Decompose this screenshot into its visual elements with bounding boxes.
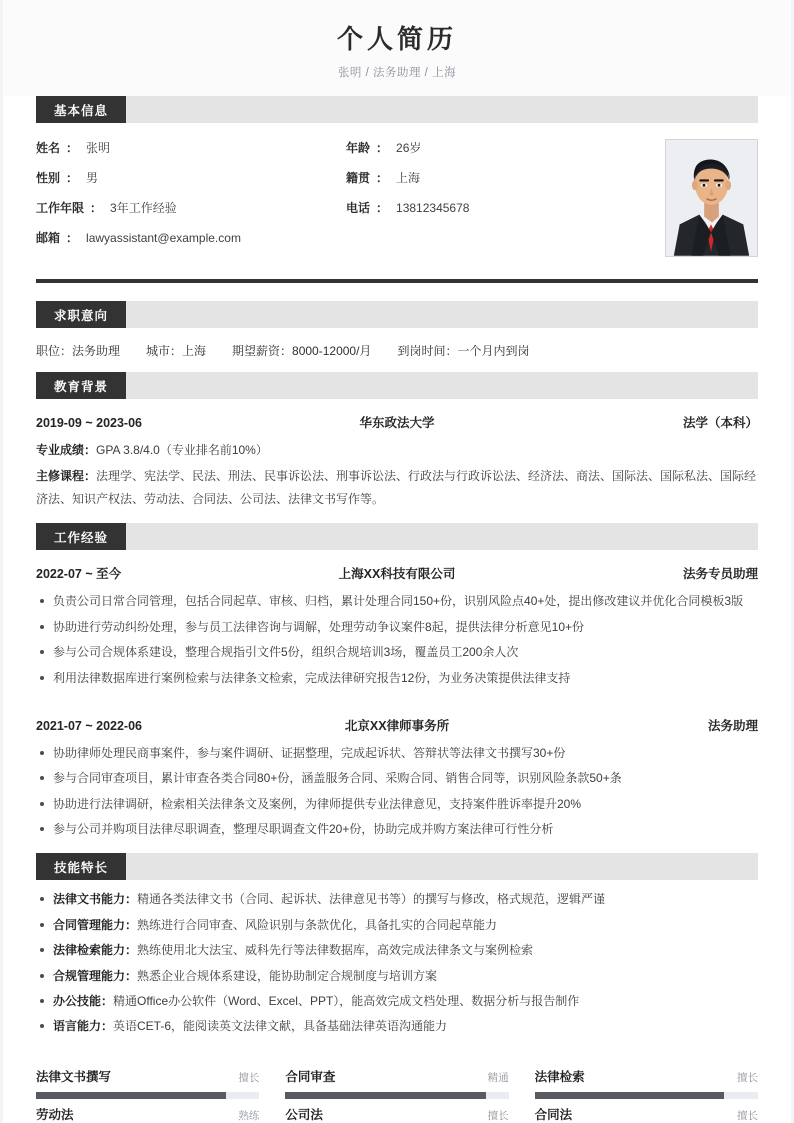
education-period: 2019-09 ~ 2023-06: [36, 416, 142, 431]
work-entry-header: [36, 550, 758, 590]
list-item: 利用法律数据库进行案例检索与法律条文检索，完成法律研究报告12份，为业务决策提供法律支持: [36, 667, 758, 690]
skill-bar-grid: [3, 1051, 791, 1123]
skill-bar-item: [535, 1061, 758, 1099]
skill-bar-item: [36, 1099, 259, 1123]
field-name-label: 姓名: [36, 141, 61, 156]
list-item: [36, 888, 758, 911]
work-period: 2021-07 ~ 2022-06: [36, 718, 142, 733]
work-period: 2022-07 ~ 至今: [36, 567, 122, 582]
skill-desc: 英语CET-6，能阅读英文法律文献，具备基础法律英语沟通能力: [113, 1019, 448, 1034]
field-gender: [36, 169, 346, 199]
list-item: 协助进行法律调研，检索相关法律条文及案例，为律师提供专业法律意见，支持案件胜诉率提升20%: [36, 793, 758, 816]
education-gpa: [36, 439, 758, 464]
list-item: 参与公司并购项目法律尽职调查，整理尽职调查文件20+份，协助完成并购方案法律可行性分析: [36, 818, 758, 841]
education-courses-value: 法理学、宪法学、民法、刑法、民事诉讼法、刑事诉讼法、行政法与行政诉讼法、经济法、商法、国际法、国际私法、国际经济法、知识产权法、劳动法、合同法、公司法、法律文书写作等。: [36, 468, 757, 506]
work-bullet-list: [36, 590, 758, 702]
education-school: 华东政法大学: [359, 416, 435, 431]
page-title: 个人简历: [336, 24, 457, 54]
work-block: [3, 550, 791, 853]
skill-bar-level: 熟练: [238, 1109, 260, 1122]
skill-desc: 熟练进行合同审查、风险识别与条款优化，具备扎实的合同起草能力: [137, 917, 498, 932]
colon: ：: [66, 171, 79, 186]
section-divider: [36, 279, 758, 283]
skill-bar-fill: [36, 1092, 226, 1099]
section-tab-label: 工作经验: [36, 523, 126, 550]
skill-bar-level: 擅长: [487, 1109, 509, 1122]
work-bullet-list: [36, 742, 758, 854]
skill-bar-name: 合同审查: [285, 1069, 336, 1084]
field-email: [36, 229, 655, 259]
section-tab-label: 教育背景: [36, 372, 126, 399]
field-name: [36, 139, 346, 169]
colon: ：: [376, 201, 389, 216]
field-email-value: lawyassistant@example.com: [86, 231, 241, 246]
skill-bar-name: 法律文书撰写: [36, 1069, 112, 1084]
education-block: [3, 399, 791, 523]
list-item: 协助律师处理民商事案件，参与案件调研、证据整理，完成起诉状、答辩状等法律文书撰写30+份: [36, 742, 758, 765]
skill-title: 法律文书能力：: [53, 892, 138, 907]
skill-title: 合规管理能力：: [53, 968, 138, 983]
field-work-years-value: 3年工作经验: [110, 201, 177, 216]
job-intention-row: [3, 328, 791, 372]
colon: ：: [376, 141, 389, 156]
field-gender-label: 性别: [36, 171, 61, 186]
skill-bar-header: [36, 1067, 259, 1085]
skills-block: [3, 880, 791, 1050]
skill-desc: 精通各类法律文书（合同、起诉状、法律意见书等）的撰写与修改，格式规范，逻辑严谨: [137, 892, 606, 907]
skill-title: 办公技能：: [53, 994, 114, 1009]
resume-header: [3, 0, 791, 96]
skill-bar-header: [36, 1105, 259, 1123]
section-header-education: [36, 372, 758, 399]
list-item: [36, 990, 758, 1013]
skill-title: 合同管理能力：: [53, 917, 138, 932]
list-item: [36, 914, 758, 937]
field-phone: [346, 199, 655, 229]
skill-bar-item: [535, 1099, 758, 1123]
skills-bullet-list: [36, 880, 758, 1050]
skill-title: 法律检索能力：: [53, 943, 138, 958]
skill-desc: 熟练使用北大法宝、威科先行等法律数据库，高效完成法律条文与案例检索: [137, 943, 534, 958]
avatar: [665, 139, 758, 257]
skill-bar-level: 擅长: [238, 1071, 260, 1084]
field-age-value: 26岁: [396, 141, 422, 156]
section-tab-label: 求职意向: [36, 301, 126, 328]
education-courses: [36, 465, 758, 524]
skill-title: 语言能力：: [53, 1019, 114, 1034]
skill-desc: 熟悉企业合规体系建设，能协助制定合规制度与培训方案: [137, 968, 438, 983]
intention-city: 城市：上海: [146, 344, 207, 359]
field-work-years: [36, 199, 346, 229]
skill-bar-header: [535, 1067, 758, 1085]
list-item: [36, 939, 758, 962]
field-phone-label: 电话: [346, 201, 371, 216]
field-phone-value: 13812345678: [396, 201, 470, 216]
education-gpa-value: GPA 3.8/4.0（专业排名前10%）: [96, 443, 268, 458]
colon: ：: [66, 141, 79, 156]
skill-bar-name: 法律检索: [534, 1069, 585, 1084]
section-tab-label: 基本信息: [36, 96, 126, 123]
field-origin: [346, 169, 655, 199]
section-header-work: [36, 523, 758, 550]
field-work-years-label: 工作年限: [36, 201, 85, 216]
header-subtitle: 张明 / 法务助理 / 上海: [337, 67, 457, 80]
list-item: 负责公司日常合同管理，包括合同起草、审核、归档，累计处理合同150+份，识别风险点40+处，提出修改建议并优化合同模板3版: [36, 590, 758, 613]
field-email-label: 邮箱: [36, 231, 61, 246]
field-origin-value: 上海: [396, 171, 421, 186]
skill-desc: 精通Office办公软件（Word、Excel、PPT），能高效完成文档处理、数据分析与报告制作: [113, 994, 580, 1009]
intention-availability: 到岗时间：一个月内到岗: [397, 344, 530, 359]
education-gpa-label: 专业成绩：: [36, 443, 97, 458]
colon: ：: [90, 201, 103, 216]
skill-bar-name: 合同法: [534, 1107, 573, 1122]
education-major: 法学（本科）: [682, 416, 758, 431]
field-origin-label: 籍贯: [346, 171, 371, 186]
skill-bar-header: [285, 1105, 508, 1123]
portrait-photo-icon: [666, 140, 757, 256]
section-header-intention: [36, 301, 758, 328]
work-company: 上海XX科技有限公司: [338, 567, 456, 582]
work-entry: [36, 550, 758, 702]
skill-bar-name: 公司法: [285, 1107, 323, 1122]
colon: ：: [66, 231, 79, 246]
list-item: 参与合同审查项目，累计审查各类合同80+份，涵盖服务合同、采购合同、销售合同等，识别风险条款50+条: [36, 767, 758, 790]
work-company: 北京XX律师事务所: [344, 718, 450, 733]
basic-info-grid: [36, 139, 655, 259]
skill-bar-fill: [535, 1092, 725, 1099]
skill-bar-header: [535, 1105, 758, 1123]
work-entry-header: [36, 702, 758, 742]
skill-bar-level: 擅长: [736, 1109, 758, 1122]
list-item: [36, 965, 758, 988]
basic-info-block: [3, 123, 791, 259]
work-entry: [36, 702, 758, 854]
intention-salary: 期望薪资：8000-12000/月: [232, 344, 372, 359]
work-role: 法务专员助理: [682, 567, 758, 582]
field-gender-value: 男: [86, 171, 99, 186]
intention-position: 职位：法务助理: [36, 344, 121, 359]
skill-bar-level: 精通: [487, 1071, 509, 1084]
field-name-value: 张明: [86, 141, 111, 156]
field-age-label: 年龄: [346, 141, 371, 156]
education-row: [36, 399, 758, 439]
skill-bar-track: [285, 1092, 508, 1099]
list-item: [36, 1015, 758, 1038]
colon: ：: [376, 171, 389, 186]
section-header-skills: [36, 853, 758, 880]
skill-bar-level: 擅长: [736, 1071, 758, 1084]
section-header-basic: [36, 96, 758, 123]
work-role: 法务助理: [707, 718, 758, 733]
skill-bar-item: [36, 1061, 259, 1099]
education-courses-label: 主修课程：: [36, 468, 97, 483]
skill-bar-item: [285, 1099, 508, 1123]
section-tab-label: 技能特长: [36, 853, 126, 880]
skill-bar-header: [285, 1067, 508, 1085]
skill-bar-name: 劳动法: [36, 1107, 74, 1122]
skill-bar-track: [36, 1092, 259, 1099]
list-item: 协助进行劳动纠纷处理，参与员工法律咨询与调解，处理劳动争议案件8起，提供法律分析意见10+份: [36, 616, 758, 639]
list-item: 参与公司合规体系建设，整理合规指引文件5份，组织合规培训3场，覆盖员工200余人次: [36, 641, 758, 664]
skill-bar-fill: [285, 1092, 486, 1099]
skill-bar-track: [535, 1092, 758, 1099]
field-age: [346, 139, 655, 169]
skill-bar-item: [285, 1061, 508, 1099]
